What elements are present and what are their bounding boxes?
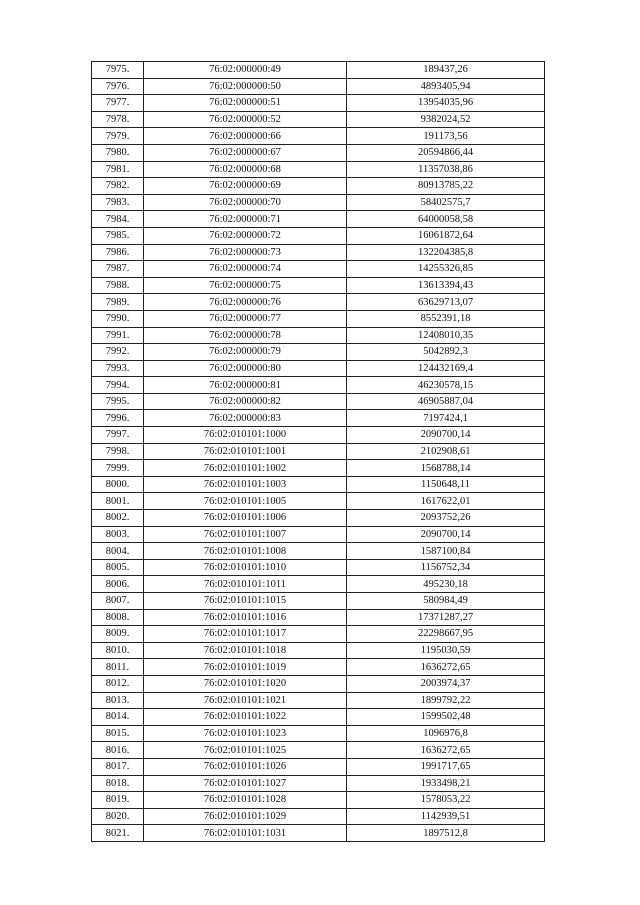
cadastral-number-cell: 76:02:000000:80 <box>144 360 347 377</box>
row-number-cell: 7985. <box>92 227 144 244</box>
cadastral-number-cell: 76:02:010101:1018 <box>144 642 347 659</box>
cadastral-number-cell: 76:02:010101:1026 <box>144 758 347 775</box>
row-number-cell: 8006. <box>92 576 144 593</box>
row-number-cell: 8013. <box>92 692 144 709</box>
row-number-cell: 7997. <box>92 427 144 444</box>
cadastral-value-cell: 63629713,07 <box>347 294 545 311</box>
cadastral-number-cell: 76:02:010101:1005 <box>144 493 347 510</box>
cadastral-number-cell: 76:02:010101:1025 <box>144 742 347 759</box>
cadastral-value-cell: 1617622,01 <box>347 493 545 510</box>
row-number-cell: 7989. <box>92 294 144 311</box>
cadastral-value-cell: 80913785,22 <box>347 178 545 195</box>
cadastral-value-cell: 11357038,86 <box>347 161 545 178</box>
table-row <box>92 659 545 676</box>
cadastral-value-cell: 1096976,8 <box>347 725 545 742</box>
cadastral-value-cell: 46905887,04 <box>347 393 545 410</box>
table-row <box>92 543 545 560</box>
row-number-cell: 8020. <box>92 808 144 825</box>
cadastral-number-cell: 76:02:000000:74 <box>144 261 347 278</box>
cadastral-number-cell: 76:02:010101:1017 <box>144 626 347 643</box>
row-number-cell: 7975. <box>92 62 144 79</box>
row-number-cell: 8005. <box>92 559 144 576</box>
cadastral-value-cell: 1156752,34 <box>347 559 545 576</box>
table-row <box>92 277 545 294</box>
table-row <box>92 808 545 825</box>
cadastral-value-cell: 1636272,65 <box>347 659 545 676</box>
row-number-cell: 7983. <box>92 194 144 211</box>
table-row <box>92 95 545 112</box>
table-row <box>92 825 545 842</box>
table-body <box>92 62 545 842</box>
table-row <box>92 144 545 161</box>
row-number-cell: 7992. <box>92 344 144 361</box>
table-row <box>92 327 545 344</box>
cadastral-number-cell: 76:02:000000:75 <box>144 277 347 294</box>
cadastral-value-cell: 495230,18 <box>347 576 545 593</box>
row-number-cell: 8011. <box>92 659 144 676</box>
cadastral-value-cell: 2102908,61 <box>347 443 545 460</box>
cadastral-number-cell: 76:02:010101:1001 <box>144 443 347 460</box>
table-row <box>92 227 545 244</box>
cadastral-number-cell: 76:02:010101:1011 <box>144 576 347 593</box>
row-number-cell: 7993. <box>92 360 144 377</box>
cadastral-number-cell: 76:02:000000:78 <box>144 327 347 344</box>
cadastral-value-cell: 189437,26 <box>347 62 545 79</box>
table-row <box>92 775 545 792</box>
row-number-cell: 8002. <box>92 510 144 527</box>
row-number-cell: 8017. <box>92 758 144 775</box>
row-number-cell: 8004. <box>92 543 144 560</box>
cadastral-number-cell: 76:02:000000:72 <box>144 227 347 244</box>
table-row <box>92 78 545 95</box>
row-number-cell: 7999. <box>92 460 144 477</box>
table-row <box>92 526 545 543</box>
cadastral-value-cell: 1578053,22 <box>347 792 545 809</box>
row-number-cell: 8010. <box>92 642 144 659</box>
cadastral-number-cell: 76:02:010101:1019 <box>144 659 347 676</box>
row-number-cell: 7978. <box>92 111 144 128</box>
row-number-cell: 7991. <box>92 327 144 344</box>
row-number-cell: 7977. <box>92 95 144 112</box>
cadastral-number-cell: 76:02:000000:70 <box>144 194 347 211</box>
row-number-cell: 8021. <box>92 825 144 842</box>
row-number-cell: 7988. <box>92 277 144 294</box>
cadastral-value-table <box>91 61 545 842</box>
cadastral-number-cell: 76:02:000000:51 <box>144 95 347 112</box>
table-row <box>92 360 545 377</box>
cadastral-value-cell: 1195030,59 <box>347 642 545 659</box>
cadastral-value-cell: 191173,56 <box>347 128 545 145</box>
cadastral-number-cell: 76:02:000000:73 <box>144 244 347 261</box>
cadastral-number-cell: 76:02:010101:1016 <box>144 609 347 626</box>
cadastral-value-cell: 1899792,22 <box>347 692 545 709</box>
cadastral-value-cell: 7197424,1 <box>347 410 545 427</box>
table-row <box>92 493 545 510</box>
row-number-cell: 8000. <box>92 476 144 493</box>
table-row <box>92 559 545 576</box>
table-row <box>92 443 545 460</box>
document-page <box>91 61 543 842</box>
cadastral-number-cell: 76:02:010101:1008 <box>144 543 347 560</box>
row-number-cell: 7995. <box>92 393 144 410</box>
cadastral-number-cell: 76:02:010101:1003 <box>144 476 347 493</box>
table-row <box>92 410 545 427</box>
cadastral-value-cell: 124432169,4 <box>347 360 545 377</box>
cadastral-number-cell: 76:02:010101:1023 <box>144 725 347 742</box>
cadastral-value-cell: 13613394,43 <box>347 277 545 294</box>
table-row <box>92 377 545 394</box>
cadastral-value-cell: 17371287,27 <box>347 609 545 626</box>
row-number-cell: 7976. <box>92 78 144 95</box>
table-row <box>92 344 545 361</box>
table-row <box>92 244 545 261</box>
row-number-cell: 7981. <box>92 161 144 178</box>
row-number-cell: 7979. <box>92 128 144 145</box>
table-row <box>92 742 545 759</box>
cadastral-value-cell: 20594866,44 <box>347 144 545 161</box>
row-number-cell: 8007. <box>92 593 144 610</box>
cadastral-number-cell: 76:02:010101:1021 <box>144 692 347 709</box>
table-row <box>92 128 545 145</box>
table-row <box>92 211 545 228</box>
cadastral-number-cell: 76:02:000000:83 <box>144 410 347 427</box>
cadastral-number-cell: 76:02:000000:52 <box>144 111 347 128</box>
row-number-cell: 7994. <box>92 377 144 394</box>
table-row <box>92 692 545 709</box>
cadastral-value-cell: 2093752,26 <box>347 510 545 527</box>
cadastral-value-cell: 12408010,35 <box>347 327 545 344</box>
table-row <box>92 62 545 79</box>
cadastral-number-cell: 76:02:000000:69 <box>144 178 347 195</box>
table-row <box>92 758 545 775</box>
row-number-cell: 8003. <box>92 526 144 543</box>
row-number-cell: 8009. <box>92 626 144 643</box>
row-number-cell: 7986. <box>92 244 144 261</box>
cadastral-number-cell: 76:02:000000:79 <box>144 344 347 361</box>
cadastral-value-cell: 5042892,3 <box>347 344 545 361</box>
table-row <box>92 111 545 128</box>
cadastral-number-cell: 76:02:010101:1031 <box>144 825 347 842</box>
cadastral-number-cell: 76:02:010101:1010 <box>144 559 347 576</box>
table-row <box>92 725 545 742</box>
table-row <box>92 709 545 726</box>
cadastral-number-cell: 76:02:010101:1000 <box>144 427 347 444</box>
cadastral-value-cell: 2003974,37 <box>347 675 545 692</box>
cadastral-value-cell: 1587100,84 <box>347 543 545 560</box>
table-row <box>92 393 545 410</box>
cadastral-number-cell: 76:02:000000:81 <box>144 377 347 394</box>
row-number-cell: 8008. <box>92 609 144 626</box>
cadastral-number-cell: 76:02:010101:1007 <box>144 526 347 543</box>
table-row <box>92 310 545 327</box>
cadastral-value-cell: 1568788,14 <box>347 460 545 477</box>
cadastral-value-cell: 1142939,51 <box>347 808 545 825</box>
table-row <box>92 427 545 444</box>
cadastral-number-cell: 76:02:000000:68 <box>144 161 347 178</box>
row-number-cell: 8012. <box>92 675 144 692</box>
table-row <box>92 194 545 211</box>
table-row <box>92 294 545 311</box>
table-row <box>92 178 545 195</box>
cadastral-value-cell: 58402575,7 <box>347 194 545 211</box>
table-row <box>92 675 545 692</box>
cadastral-value-cell: 1991717,65 <box>347 758 545 775</box>
cadastral-number-cell: 76:02:010101:1027 <box>144 775 347 792</box>
cadastral-number-cell: 76:02:010101:1029 <box>144 808 347 825</box>
row-number-cell: 8019. <box>92 792 144 809</box>
row-number-cell: 7990. <box>92 310 144 327</box>
table-row <box>92 476 545 493</box>
cadastral-number-cell: 76:02:000000:50 <box>144 78 347 95</box>
cadastral-value-cell: 13954035,96 <box>347 95 545 112</box>
table-row <box>92 792 545 809</box>
cadastral-number-cell: 76:02:000000:76 <box>144 294 347 311</box>
table-row <box>92 576 545 593</box>
cadastral-value-cell: 14255326,85 <box>347 261 545 278</box>
cadastral-value-cell: 64000058,58 <box>347 211 545 228</box>
cadastral-number-cell: 76:02:000000:71 <box>144 211 347 228</box>
cadastral-value-cell: 4893405,94 <box>347 78 545 95</box>
cadastral-number-cell: 76:02:010101:1028 <box>144 792 347 809</box>
table-row <box>92 510 545 527</box>
row-number-cell: 7980. <box>92 144 144 161</box>
table-row <box>92 593 545 610</box>
cadastral-number-cell: 76:02:000000:66 <box>144 128 347 145</box>
cadastral-value-cell: 9382024,52 <box>347 111 545 128</box>
table-row <box>92 261 545 278</box>
cadastral-value-cell: 22298667,95 <box>347 626 545 643</box>
cadastral-value-cell: 1636272,65 <box>347 742 545 759</box>
cadastral-value-cell: 1933498,21 <box>347 775 545 792</box>
table-row <box>92 460 545 477</box>
cadastral-value-cell: 2090700,14 <box>347 427 545 444</box>
cadastral-number-cell: 76:02:000000:77 <box>144 310 347 327</box>
cadastral-number-cell: 76:02:010101:1022 <box>144 709 347 726</box>
cadastral-value-cell: 1150648,11 <box>347 476 545 493</box>
row-number-cell: 8018. <box>92 775 144 792</box>
cadastral-value-cell: 8552391,18 <box>347 310 545 327</box>
cadastral-number-cell: 76:02:000000:82 <box>144 393 347 410</box>
row-number-cell: 7982. <box>92 178 144 195</box>
cadastral-number-cell: 76:02:010101:1015 <box>144 593 347 610</box>
cadastral-number-cell: 76:02:010101:1020 <box>144 675 347 692</box>
row-number-cell: 7996. <box>92 410 144 427</box>
row-number-cell: 8015. <box>92 725 144 742</box>
table-row <box>92 161 545 178</box>
cadastral-value-cell: 2090700,14 <box>347 526 545 543</box>
row-number-cell: 7998. <box>92 443 144 460</box>
cadastral-value-cell: 46230578,15 <box>347 377 545 394</box>
row-number-cell: 8016. <box>92 742 144 759</box>
table-row <box>92 609 545 626</box>
cadastral-value-cell: 1599502,48 <box>347 709 545 726</box>
table-row <box>92 642 545 659</box>
cadastral-number-cell: 76:02:010101:1002 <box>144 460 347 477</box>
cadastral-number-cell: 76:02:000000:67 <box>144 144 347 161</box>
cadastral-value-cell: 16061872,64 <box>347 227 545 244</box>
row-number-cell: 8001. <box>92 493 144 510</box>
table-row <box>92 626 545 643</box>
row-number-cell: 8014. <box>92 709 144 726</box>
cadastral-number-cell: 76:02:010101:1006 <box>144 510 347 527</box>
row-number-cell: 7987. <box>92 261 144 278</box>
cadastral-value-cell: 1897512,8 <box>347 825 545 842</box>
cadastral-value-cell: 580984,49 <box>347 593 545 610</box>
cadastral-number-cell: 76:02:000000:49 <box>144 62 347 79</box>
cadastral-value-cell: 132204385,8 <box>347 244 545 261</box>
row-number-cell: 7984. <box>92 211 144 228</box>
